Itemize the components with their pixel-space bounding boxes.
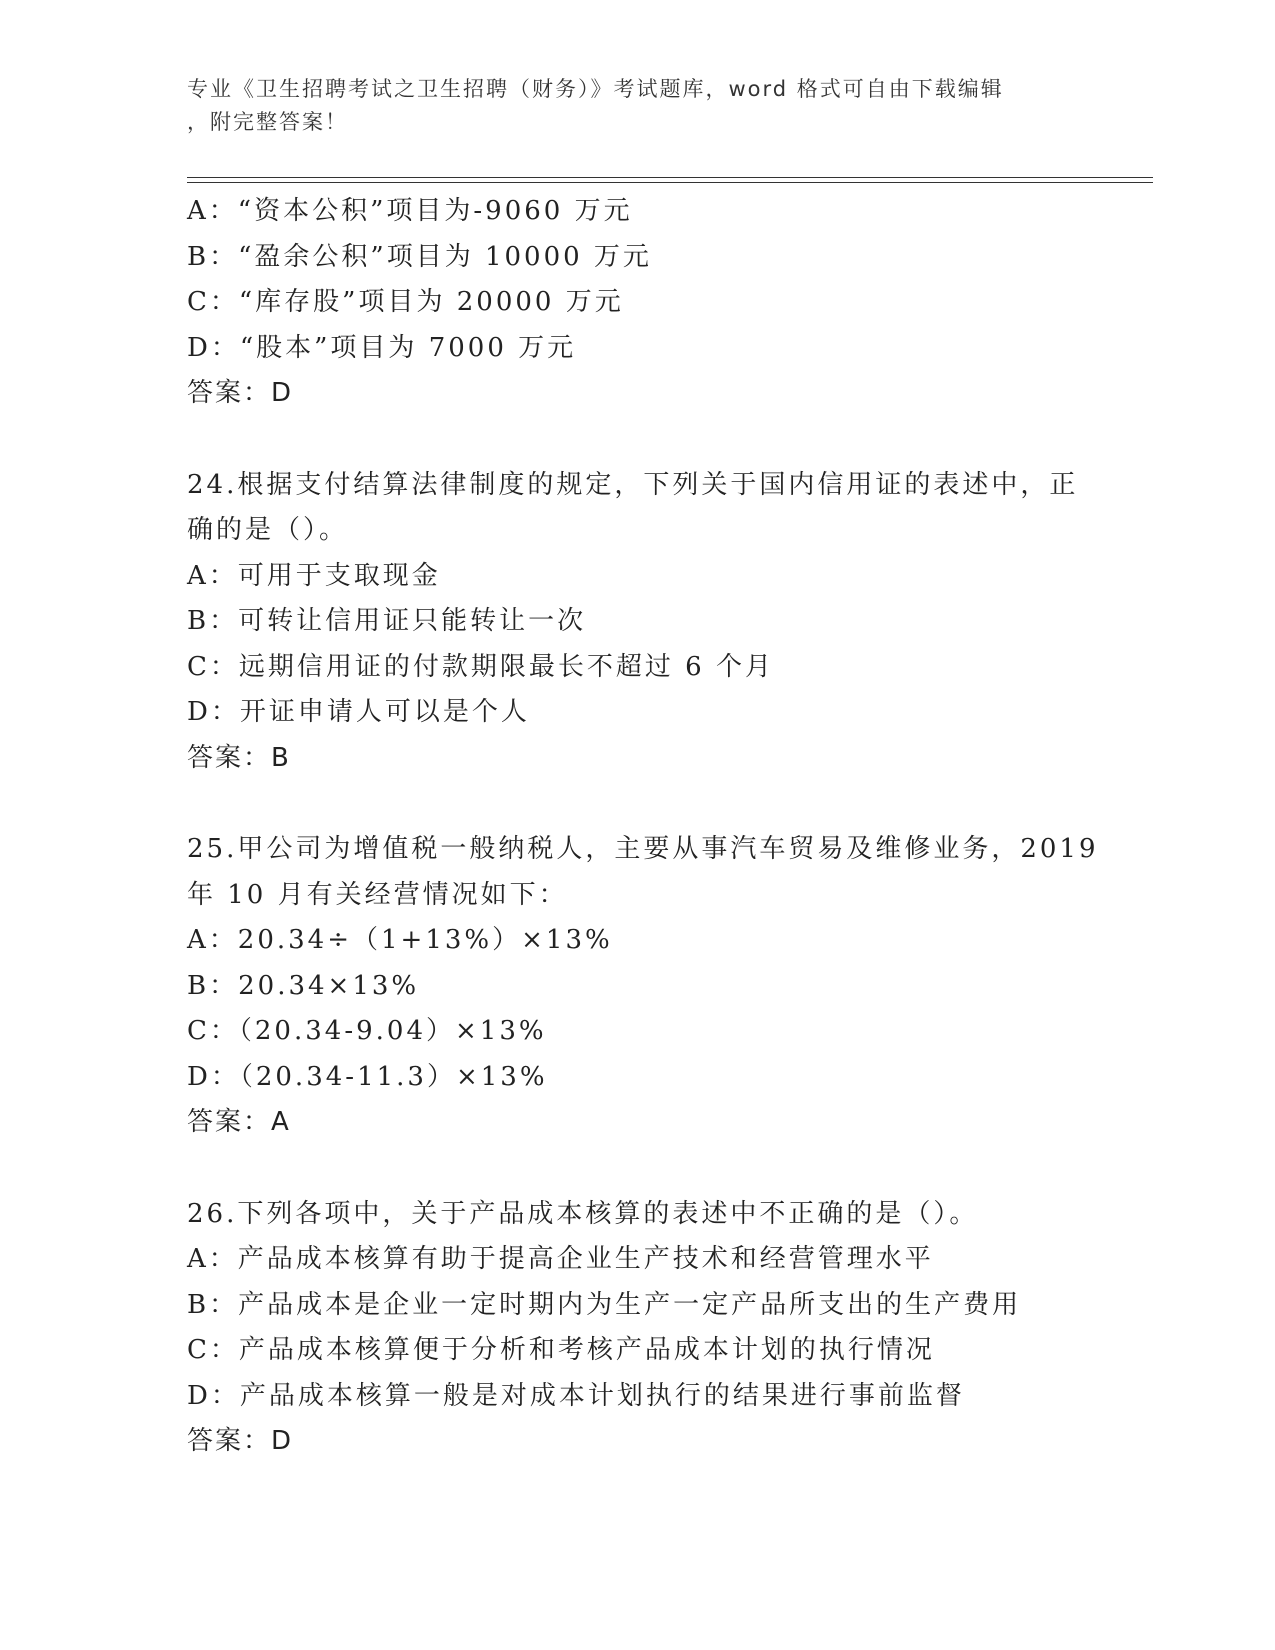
option-d: D：“股本”项目为 7000 万元 [187,332,577,363]
option-c: C：远期信用证的付款期限最长不超过 6 个月 [187,651,774,682]
spacer [187,1146,1087,1192]
question-23 [187,189,1087,417]
answer-label: 答案：A [187,1107,291,1137]
spacer [187,781,1087,827]
option-c: C：（20.34-9.04）×13% [187,1016,547,1046]
answer-label: 答案：D [187,1426,294,1456]
document-header [187,73,1067,139]
question-stem-cont: 年 10 月有关经营情况如下： [187,879,568,910]
option-b: B：20.34×13% [187,970,420,1001]
header-line-1: 专业《卫生招聘考试之卫生招聘（财务）》考试题库，word 格式可自由下载编辑 [187,77,1004,101]
option-a: A：“资本公积”项目为-9060 万元 [187,196,633,226]
option-b: B：可转让信用证只能转让一次 [187,606,587,636]
option-c: C：产品成本核算便于分析和考核产品成本计划的执行情况 [187,1335,935,1365]
header-line-2: ，附完整答案！ [187,110,348,134]
option-a: A：可用于支取现金 [187,560,441,591]
spacer [187,417,1087,463]
option-b: B：“盈余公积”项目为 10000 万元 [187,241,652,272]
header-divider-top [187,177,1153,178]
question-25 [187,827,1099,1146]
answer-label: 答案：D [187,378,294,408]
question-list [187,189,1099,1465]
option-c: C：“库存股”项目为 20000 万元 [187,287,624,317]
question-26 [187,1192,1087,1465]
header-divider-bottom [187,182,1153,183]
option-a: A：产品成本核算有助于提高企业生产技术和经营管理水平 [187,1244,934,1274]
question-24 [187,463,1087,782]
option-b: B：产品成本是企业一定时期内为生产一定产品所支出的生产费用 [187,1289,1022,1320]
question-stem: 26.下列各项中，关于产品成本核算的表述中不正确的是（）。 [187,1198,979,1229]
question-stem-cont: 确的是（）。 [187,515,349,545]
option-a: A：20.34÷（1+13%）×13% [187,925,613,955]
option-d: D：（20.34-11.3）×13% [187,1061,548,1092]
answer-label: 答案：B [187,742,291,773]
question-stem: 24.根据支付结算法律制度的规定，下列关于国内信用证的表述中，正 [187,469,1079,500]
question-stem: 25.甲公司为增值税一般纳税人，主要从事汽车贸易及维修业务，2019 [187,834,1099,864]
option-d: D：产品成本核算一般是对成本计划执行的结果进行事前监督 [187,1380,965,1411]
option-d: D：开证申请人可以是个人 [187,697,530,727]
